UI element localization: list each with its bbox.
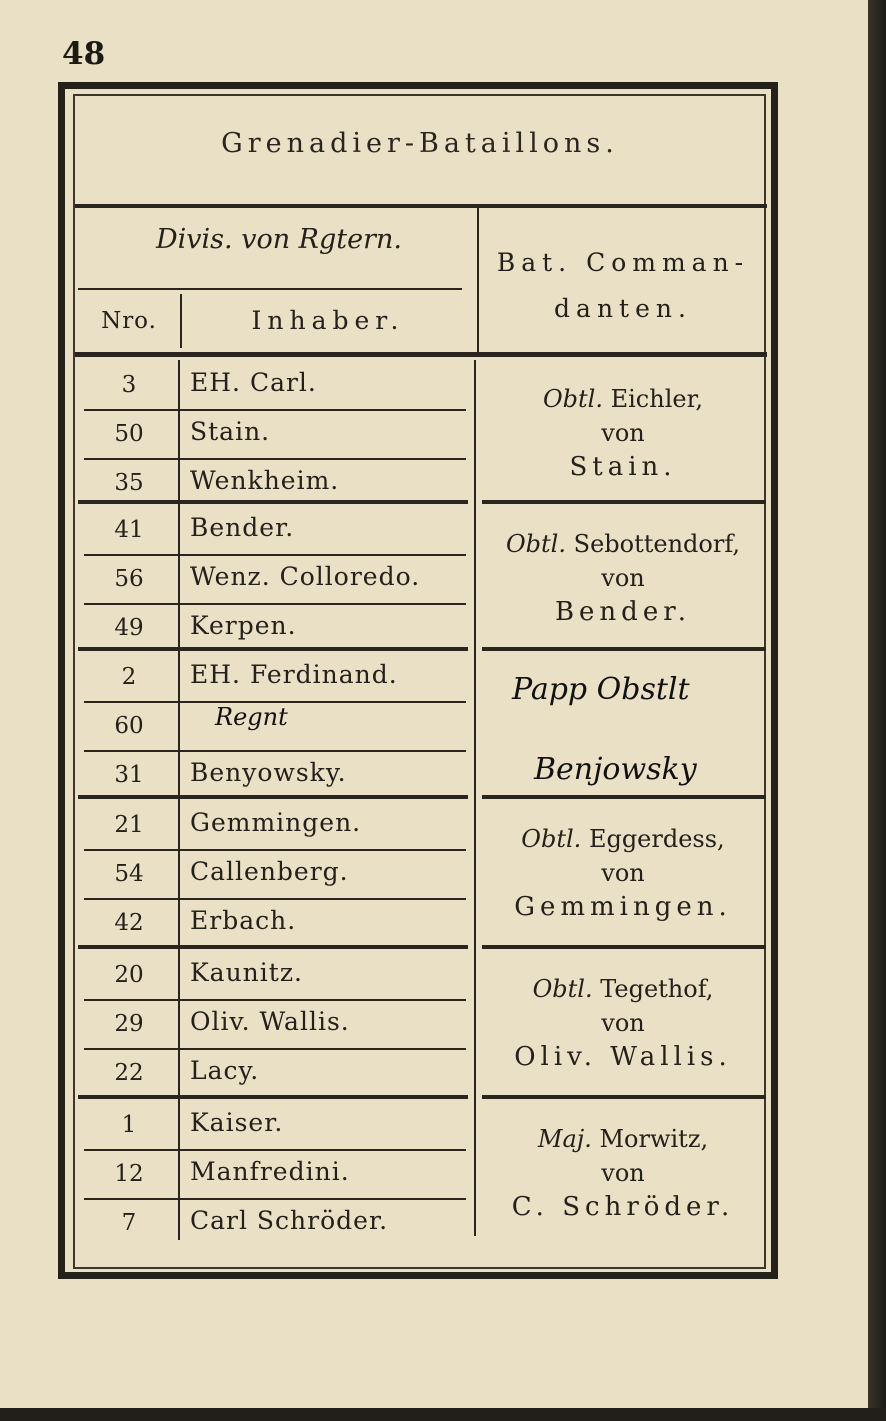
row-inhaber: Callenberg. — [190, 857, 349, 886]
row-rule — [84, 458, 466, 460]
row-inhaber: Regnt — [215, 703, 288, 731]
commandant-von: von — [601, 564, 645, 592]
row-inhaber: Wenz. Colloredo. — [190, 562, 421, 591]
group-rule-left — [78, 1095, 468, 1099]
row-inhaber: Benyowsky. — [190, 758, 347, 787]
commandant-von: von — [601, 419, 645, 447]
row-inhaber: Stain. — [190, 417, 271, 446]
row-inhaber: Oliv. Wallis. — [190, 1007, 350, 1036]
row-rule — [84, 603, 466, 605]
row-inhaber: Gemmingen. — [190, 808, 362, 837]
row-inhaber: Carl Schröder. — [190, 1206, 389, 1235]
row-inhaber: Erbach. — [190, 906, 297, 935]
commandant-name — [480, 1122, 766, 1156]
commandant-cell — [480, 1122, 766, 1224]
row-inhaber: Kerpen. — [190, 611, 297, 640]
row-nro: 12 — [114, 1161, 144, 1187]
row-nro: 60 — [114, 713, 144, 739]
header-bottom-rule — [75, 352, 767, 357]
commandant-surname: Eggerdess, — [588, 825, 725, 853]
commandant-surname: Tegethof, — [600, 975, 714, 1003]
group-rule-left — [78, 500, 468, 504]
commandant-rank: Obtl. — [532, 975, 593, 1003]
commandant-cell — [480, 972, 766, 1074]
row-rule — [84, 750, 466, 752]
commandant-column-rule — [474, 360, 476, 1236]
row-nro: 35 — [114, 470, 144, 496]
row-rule — [84, 1198, 466, 1200]
row-nro: 56 — [114, 566, 144, 592]
commandant-name — [480, 822, 766, 856]
inhaber-header: Inhaber. — [251, 306, 405, 335]
commandant-regiment: Oliv. Wallis. — [514, 1042, 732, 1072]
page-edge — [868, 0, 886, 1421]
row-rule — [84, 1048, 466, 1050]
row-rule — [84, 1149, 466, 1151]
commandant-cell — [480, 822, 766, 924]
commandant-regiment: Gemmingen. — [514, 892, 732, 922]
row-inhaber: EH. Ferdinand. — [190, 660, 398, 689]
row-nro: 20 — [114, 962, 144, 988]
row-nro: 42 — [114, 910, 144, 936]
group-rule-right — [482, 945, 766, 949]
row-inhaber: Kaiser. — [190, 1108, 284, 1137]
row-nro: 7 — [121, 1210, 137, 1236]
row-nro: 22 — [114, 1060, 144, 1086]
commandant-regiment: Stain. — [569, 452, 677, 482]
commandant-cell — [480, 382, 766, 484]
row-rule — [84, 554, 466, 556]
division-rule — [78, 288, 462, 290]
group-rule-left — [78, 795, 468, 799]
nro-header: Nro. — [101, 308, 157, 334]
row-inhaber: EH. Carl. — [190, 368, 317, 397]
row-inhaber: Kaunitz. — [190, 958, 303, 987]
commandanten-header-line-2: danten. — [554, 294, 692, 323]
row-nro: 41 — [114, 517, 144, 543]
commandant-surname: Morwitz, — [599, 1125, 709, 1153]
row-inhaber: Lacy. — [190, 1056, 260, 1085]
row-nro: 29 — [114, 1011, 144, 1037]
commandant-surname: Sebottendorf, — [573, 530, 740, 558]
commandanten-header-line-1: Bat. Comman- — [496, 248, 750, 277]
table-title: Grenadier-Bataillons. — [221, 128, 619, 159]
commandant-name — [480, 527, 766, 561]
row-inhaber: Manfredini. — [190, 1157, 350, 1186]
commandant-rank: Obtl. — [521, 825, 582, 853]
commandant-name — [480, 972, 766, 1006]
group-rule-left — [78, 945, 468, 949]
row-nro: 21 — [114, 812, 144, 838]
group-rule-right — [482, 1095, 766, 1099]
commandant-von: von — [601, 1159, 645, 1187]
handwritten-commandant: Papp Obstlt — [512, 672, 690, 707]
row-nro: 3 — [121, 372, 137, 398]
row-rule — [84, 849, 466, 851]
commandant-name — [480, 382, 766, 416]
row-nro: 49 — [114, 615, 144, 641]
commandant-regiment: C. Schröder. — [511, 1192, 735, 1222]
row-rule — [84, 409, 466, 411]
group-rule-left — [78, 647, 468, 651]
commandant-rank: Obtl. — [506, 530, 566, 558]
commandant-surname: Eichler, — [610, 385, 704, 413]
group-rule-right — [482, 795, 766, 799]
commandant-regiment: Bender. — [554, 597, 692, 627]
handwritten-regiment: Benjowsky — [534, 752, 697, 787]
row-nro: 1 — [121, 1112, 137, 1138]
commandant-von: von — [601, 859, 645, 887]
group-rule-right — [482, 647, 766, 651]
nro-column-rule — [178, 360, 180, 1240]
row-rule — [84, 999, 466, 1001]
commandant-von: von — [601, 1009, 645, 1037]
commandant-rank: Maj. — [537, 1125, 592, 1153]
page-edge-bottom — [0, 1408, 886, 1421]
commandant-cell — [480, 527, 766, 629]
title-rule — [75, 204, 767, 208]
row-inhaber: Bender. — [190, 513, 295, 542]
row-nro: 50 — [114, 421, 144, 447]
row-nro: 54 — [114, 861, 144, 887]
group-rule-right — [482, 500, 766, 504]
row-rule — [84, 898, 466, 900]
row-nro: 2 — [121, 664, 137, 690]
division-header: Divis. von Rgtern. — [156, 224, 402, 255]
commandanten-header — [478, 240, 768, 332]
page-number: 48 — [62, 36, 106, 72]
row-nro: 31 — [114, 762, 144, 788]
row-inhaber: Wenkheim. — [190, 466, 340, 495]
commandant-rank: Obtl. — [542, 385, 603, 413]
